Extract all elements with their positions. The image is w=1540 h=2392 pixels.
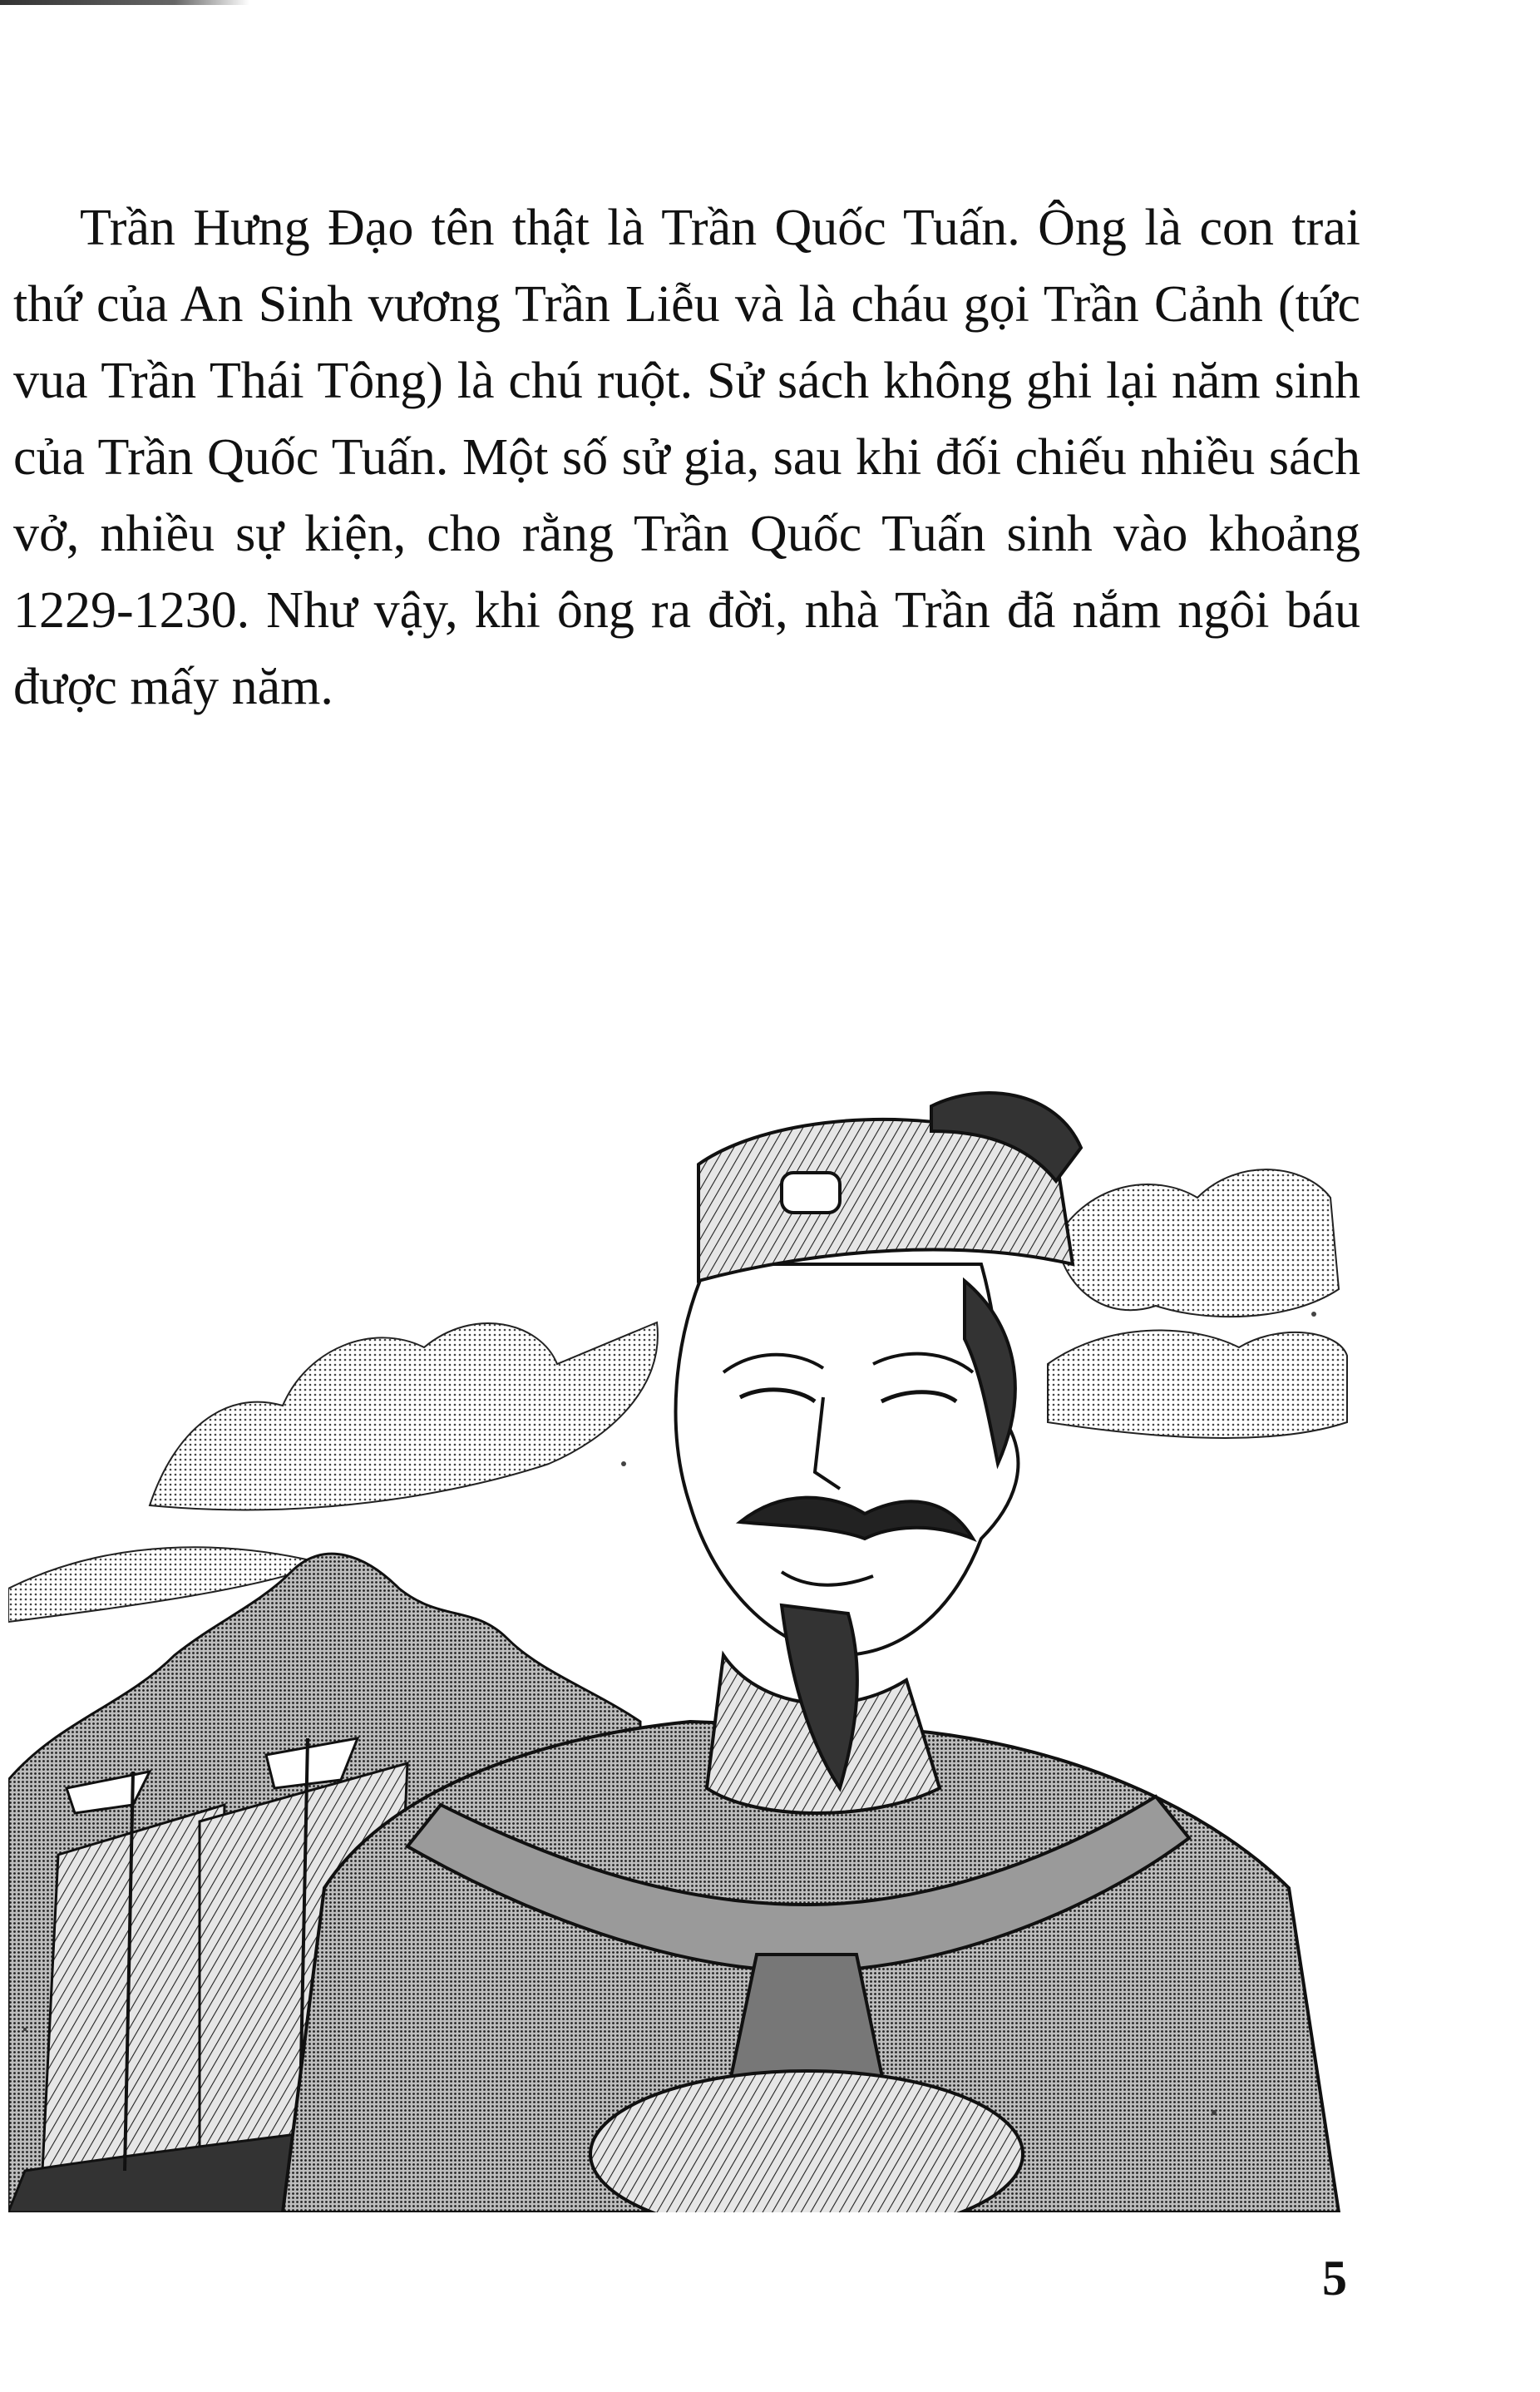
hat [698,1093,1081,1281]
body-paragraph: Trần Hưng Đạo tên thật là Trần Quốc Tuấn. Ông là con trai thứ của An Sinh vương Trần Liễu và là cháu gọi Trần Cảnh (tức vua Trần Thái Tông) là chú ruột. Sử sách không ghi lại năm sinh của Trần Quốc Tuấn. Một số sử gia, sau khi đối chiếu nhiều sách vở, nhiều sự kiện, cho rằng Trần Quốc Tuấn sinh vào khoảng 1229-1230. Như vậy, khi ông ra đời, nhà Trần đã nắm ngôi báu được mấy năm. [13,200,1360,715]
scan-edge-mark [0,0,249,5]
page-number: 5 [1322,2251,1347,2306]
portrait-illustration [8,1073,1351,2212]
